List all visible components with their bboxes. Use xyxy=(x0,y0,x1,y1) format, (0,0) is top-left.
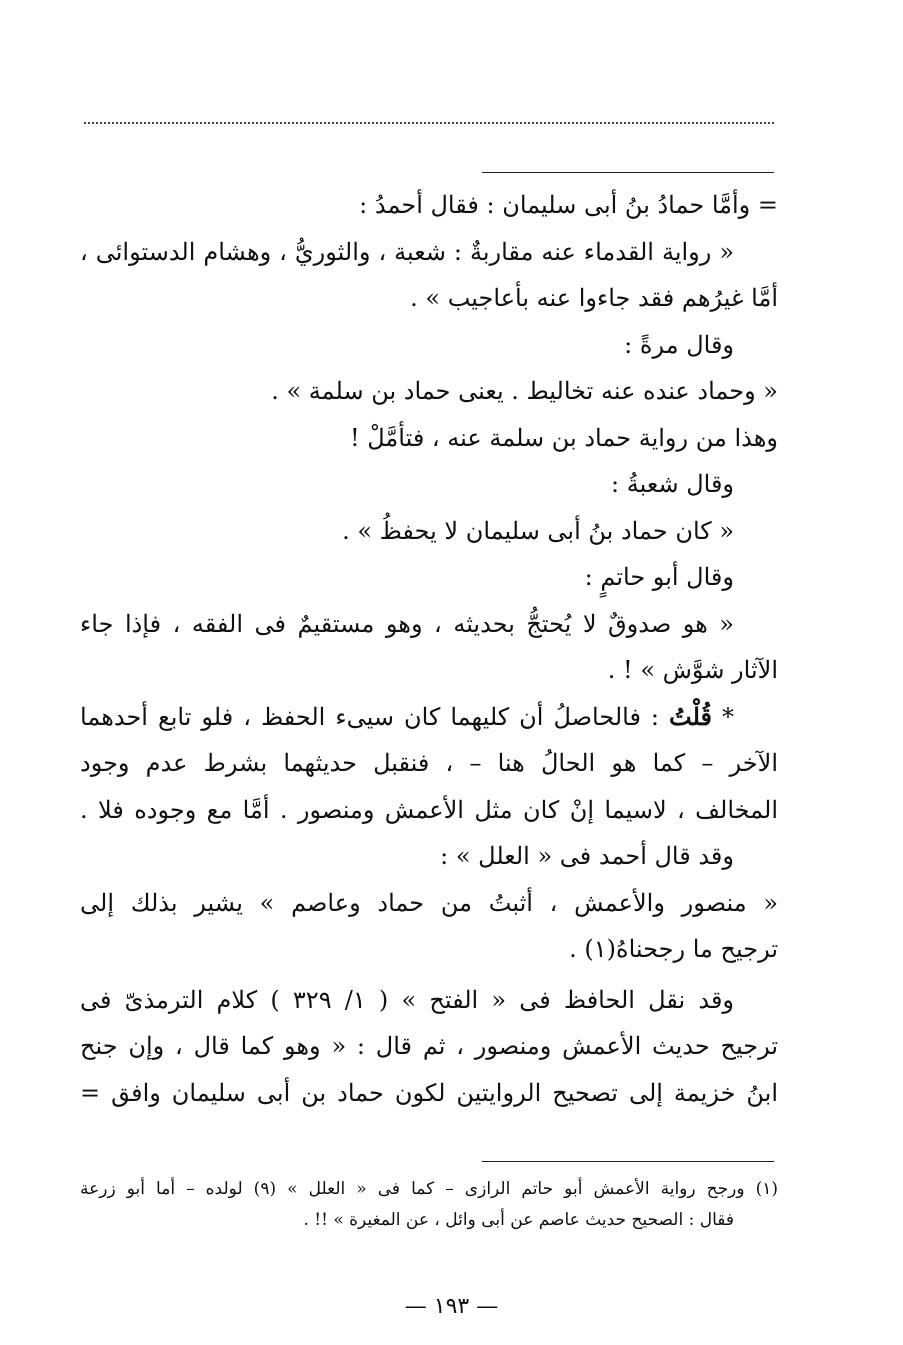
header-dotted-rule xyxy=(84,122,774,124)
footnotes-block xyxy=(80,1174,778,1236)
body-line-12: * قُلْتُ : فالحاصلُ أن كليهما كان سيىء الحفظ ، فلو تابع أحدهما xyxy=(80,701,734,731)
continuation-rule xyxy=(482,172,774,173)
footnote-line-1: (١) ورجح رواية الأعمش أبو حاتم الرازى – كما فى « العلل » (٩) لولده – أما أبو زرعة xyxy=(80,1179,778,1199)
body-line-8: « كان حماد بنُ أبى سليمان لا يحفظُ » . xyxy=(342,516,734,545)
qultu-label: قُلْتُ xyxy=(669,701,712,731)
body-line-4: وقال مرةً : xyxy=(624,330,734,359)
body-line-6: وهذا من رواية حماد بن سلمة عنه ، فتأمَّلْ ! xyxy=(349,423,778,452)
page-number: — ١٩٣ — xyxy=(404,1294,499,1319)
body-line-17: ترجيح ما رجحناهُ(١) . xyxy=(569,935,778,963)
body-line-2: « رواية القدماء عنه مقاربةٌ : شعبة ، والثوريُّ ، وهشام الدستوائى ، xyxy=(80,237,734,266)
body-line-1: = وأمَّا حمادُ بنُ أبى سليمان : فقال أحمدُ : xyxy=(359,191,778,219)
body-line-5: « وحماد عنده عنه تخاليط . يعنى حماد بن سلمة » . xyxy=(271,377,778,405)
body-line-19: ترجيح حديث الأعمش ومنصور ، ثم قال : « وهو كما قال ، وإن جنح xyxy=(80,1032,778,1060)
body-line-11: الآثار شوَّش » ! . xyxy=(607,656,778,684)
footnote-separator xyxy=(482,1161,774,1162)
body-line-18: وقد نقل الحافظ فى « الفتح » ( ١/ ٣٢٩ ) كلام الترمذىّ فى xyxy=(80,985,735,1014)
body-line-20: ابنُ خزيمة إلى تصحيح الروايتين لكون حماد بن أبى سليمان وافق = xyxy=(80,1078,778,1107)
body-line-10: « هو صدوقٌ لا يُحتجُّ بحديثه ، وهو مستقيمٌ فى الفقه ، فإذا جاء xyxy=(80,609,734,638)
body-line-7: وقال شعبةُ : xyxy=(611,470,734,498)
body-line-14: المخالف ، لاسيما إنْ كان مثل الأعمش ومنصور . أمَّا مع وجوده فلا . xyxy=(80,795,778,824)
footnote-line-2: فقال : الصحيح حديث عاصم عن أبى وائل ، عن المغيرة » !! . xyxy=(303,1210,734,1230)
body-line-13: الآخر – كما هو الحالُ هنا – ، فنقبل حديثهما بشرط عدم وجود xyxy=(80,749,778,777)
body-line-15: وقد قال أحمد فى « العلل » : xyxy=(440,842,734,870)
body-line-9: وقال أبو حاتمٍ : xyxy=(584,563,734,591)
main-text-block xyxy=(80,182,778,1116)
body-line-16: « منصور والأعمش ، أثبتُ من حماد وعاصم » يشير بذلك إلى xyxy=(80,888,778,917)
body-line-3: أمَّا غيرُهم فقد جاءوا عنه بأعاجيب » . xyxy=(410,284,778,312)
